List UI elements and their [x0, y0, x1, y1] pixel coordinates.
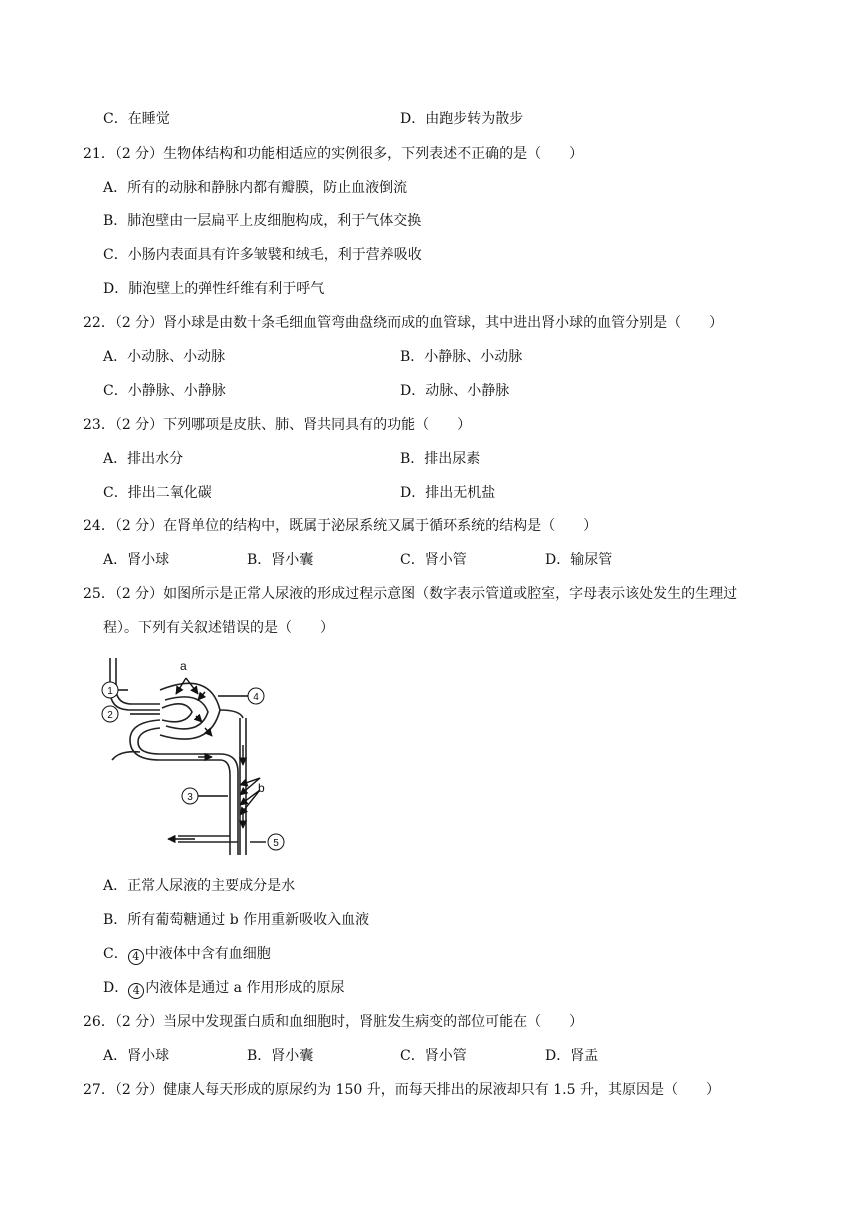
option-d-prefix: D． — [103, 980, 129, 996]
diagram-label-a: a — [180, 659, 187, 673]
q26-stem: 26．（2 分）当尿中发现蛋白质和血细胞时，肾脏发生病变的部位可能在（ ） — [83, 1014, 584, 1030]
q24-option-a: A．肾小球 — [103, 552, 170, 568]
glomerulus — [162, 704, 192, 722]
q21-option-a: A．所有的动脉和静脉内都有瓣膜，防止血液倒流 — [103, 180, 408, 196]
q22-stem: 22．（2 分）肾小球是由数十条毛细血管弯曲盘绕而成的血管球，其中进出肾小球的血管分别是（ ） — [83, 315, 724, 331]
diagram-label-4: 4 — [253, 692, 259, 703]
diagram-label-5: 5 — [273, 838, 279, 849]
bowmans-capsule-inner — [165, 697, 208, 729]
diagram-label-2: 2 — [107, 710, 113, 721]
q22-option-a: A．小动脉、小动脉 — [103, 349, 226, 365]
q21-option-d: D．肺泡壁上的弹性纤维有利于呼气 — [103, 281, 325, 297]
q26-option-c: C．肾小管 — [400, 1048, 467, 1064]
q25-option-c — [103, 945, 271, 965]
q26-option-a: A．肾小球 — [103, 1048, 170, 1064]
tubule-left — [130, 720, 230, 855]
q25-stem-line1: 25．（2 分）如图所示是正常人尿液的形成过程示意图（数字表示管道或腔室，字母表示该处发生的生理过 — [83, 586, 738, 602]
q23-stem: 23．（2 分）下列哪项是皮肤、肺、肾共同具有的功能（ ） — [83, 417, 472, 433]
q25-option-b: B．所有葡萄糖通过 b 作用重新吸收入血液 — [103, 912, 370, 928]
q24-stem: 24．（2 分）在肾单位的结构中，既属于泌尿系统又属于循环系统的结构是（ ） — [83, 518, 598, 534]
q22-option-d: D．动脉、小静脉 — [400, 383, 510, 399]
q24-option-c: C．肾小管 — [400, 552, 467, 568]
option-d-text: 内液体是通过 a 作用形成的原尿 — [145, 980, 345, 996]
q24-option-b: B．肾小囊 — [247, 552, 314, 568]
q22-option-b: B．小静脉、小动脉 — [400, 349, 523, 365]
bowmans-capsule-outer — [160, 683, 220, 739]
q20-option-c: C．在睡觉 — [103, 111, 170, 127]
q21-option-b: B．肺泡壁由一层扁平上皮细胞构成，利于气体交换 — [103, 213, 422, 229]
option-c-prefix: C． — [103, 946, 128, 962]
q23-option-b: B．排出尿素 — [400, 451, 481, 467]
q21-stem: 21．（2 分）生物体结构和功能相适应的实例很多，下列表述不正确的是（ ） — [83, 146, 584, 162]
q21-option-c: C．小肠内表面具有许多皱襞和绒毛，利于营养吸收 — [103, 247, 422, 263]
q27-stem: 27．（2 分）健康人每天形成的原尿约为 150 升，而每天排出的尿液却只有 1.5 升，其原因是（ ） — [83, 1082, 720, 1098]
nephron-diagram — [100, 650, 295, 860]
q23-option-a: A．排出水分 — [103, 451, 184, 467]
diagram-label-b: b — [258, 781, 265, 795]
q25-stem-line2: 程）。下列有关叙述错误的是（ ） — [103, 620, 334, 636]
q25-option-d — [103, 979, 344, 999]
q23-option-c: C．排出二氧化碳 — [103, 485, 212, 501]
q26-option-d: D．肾盂 — [545, 1048, 599, 1064]
diagram-label-1: 1 — [107, 686, 113, 697]
q24-option-d: D．输尿管 — [545, 552, 613, 568]
q23-option-d: D．排出无机盐 — [400, 485, 496, 501]
diagram-label-3: 3 — [187, 792, 193, 803]
circled-number: 4 — [128, 983, 144, 999]
q25-option-a: A．正常人尿液的主要成分是水 — [103, 878, 296, 894]
q20-option-d: D．由跑步转为散步 — [400, 111, 524, 127]
q26-option-b: B．肾小囊 — [247, 1048, 314, 1064]
option-c-text: 中液体中含有血细胞 — [144, 946, 271, 962]
circled-number: 4 — [128, 949, 144, 965]
q22-option-c: C．小静脉、小静脉 — [103, 383, 226, 399]
afferent-vessel — [110, 658, 160, 710]
